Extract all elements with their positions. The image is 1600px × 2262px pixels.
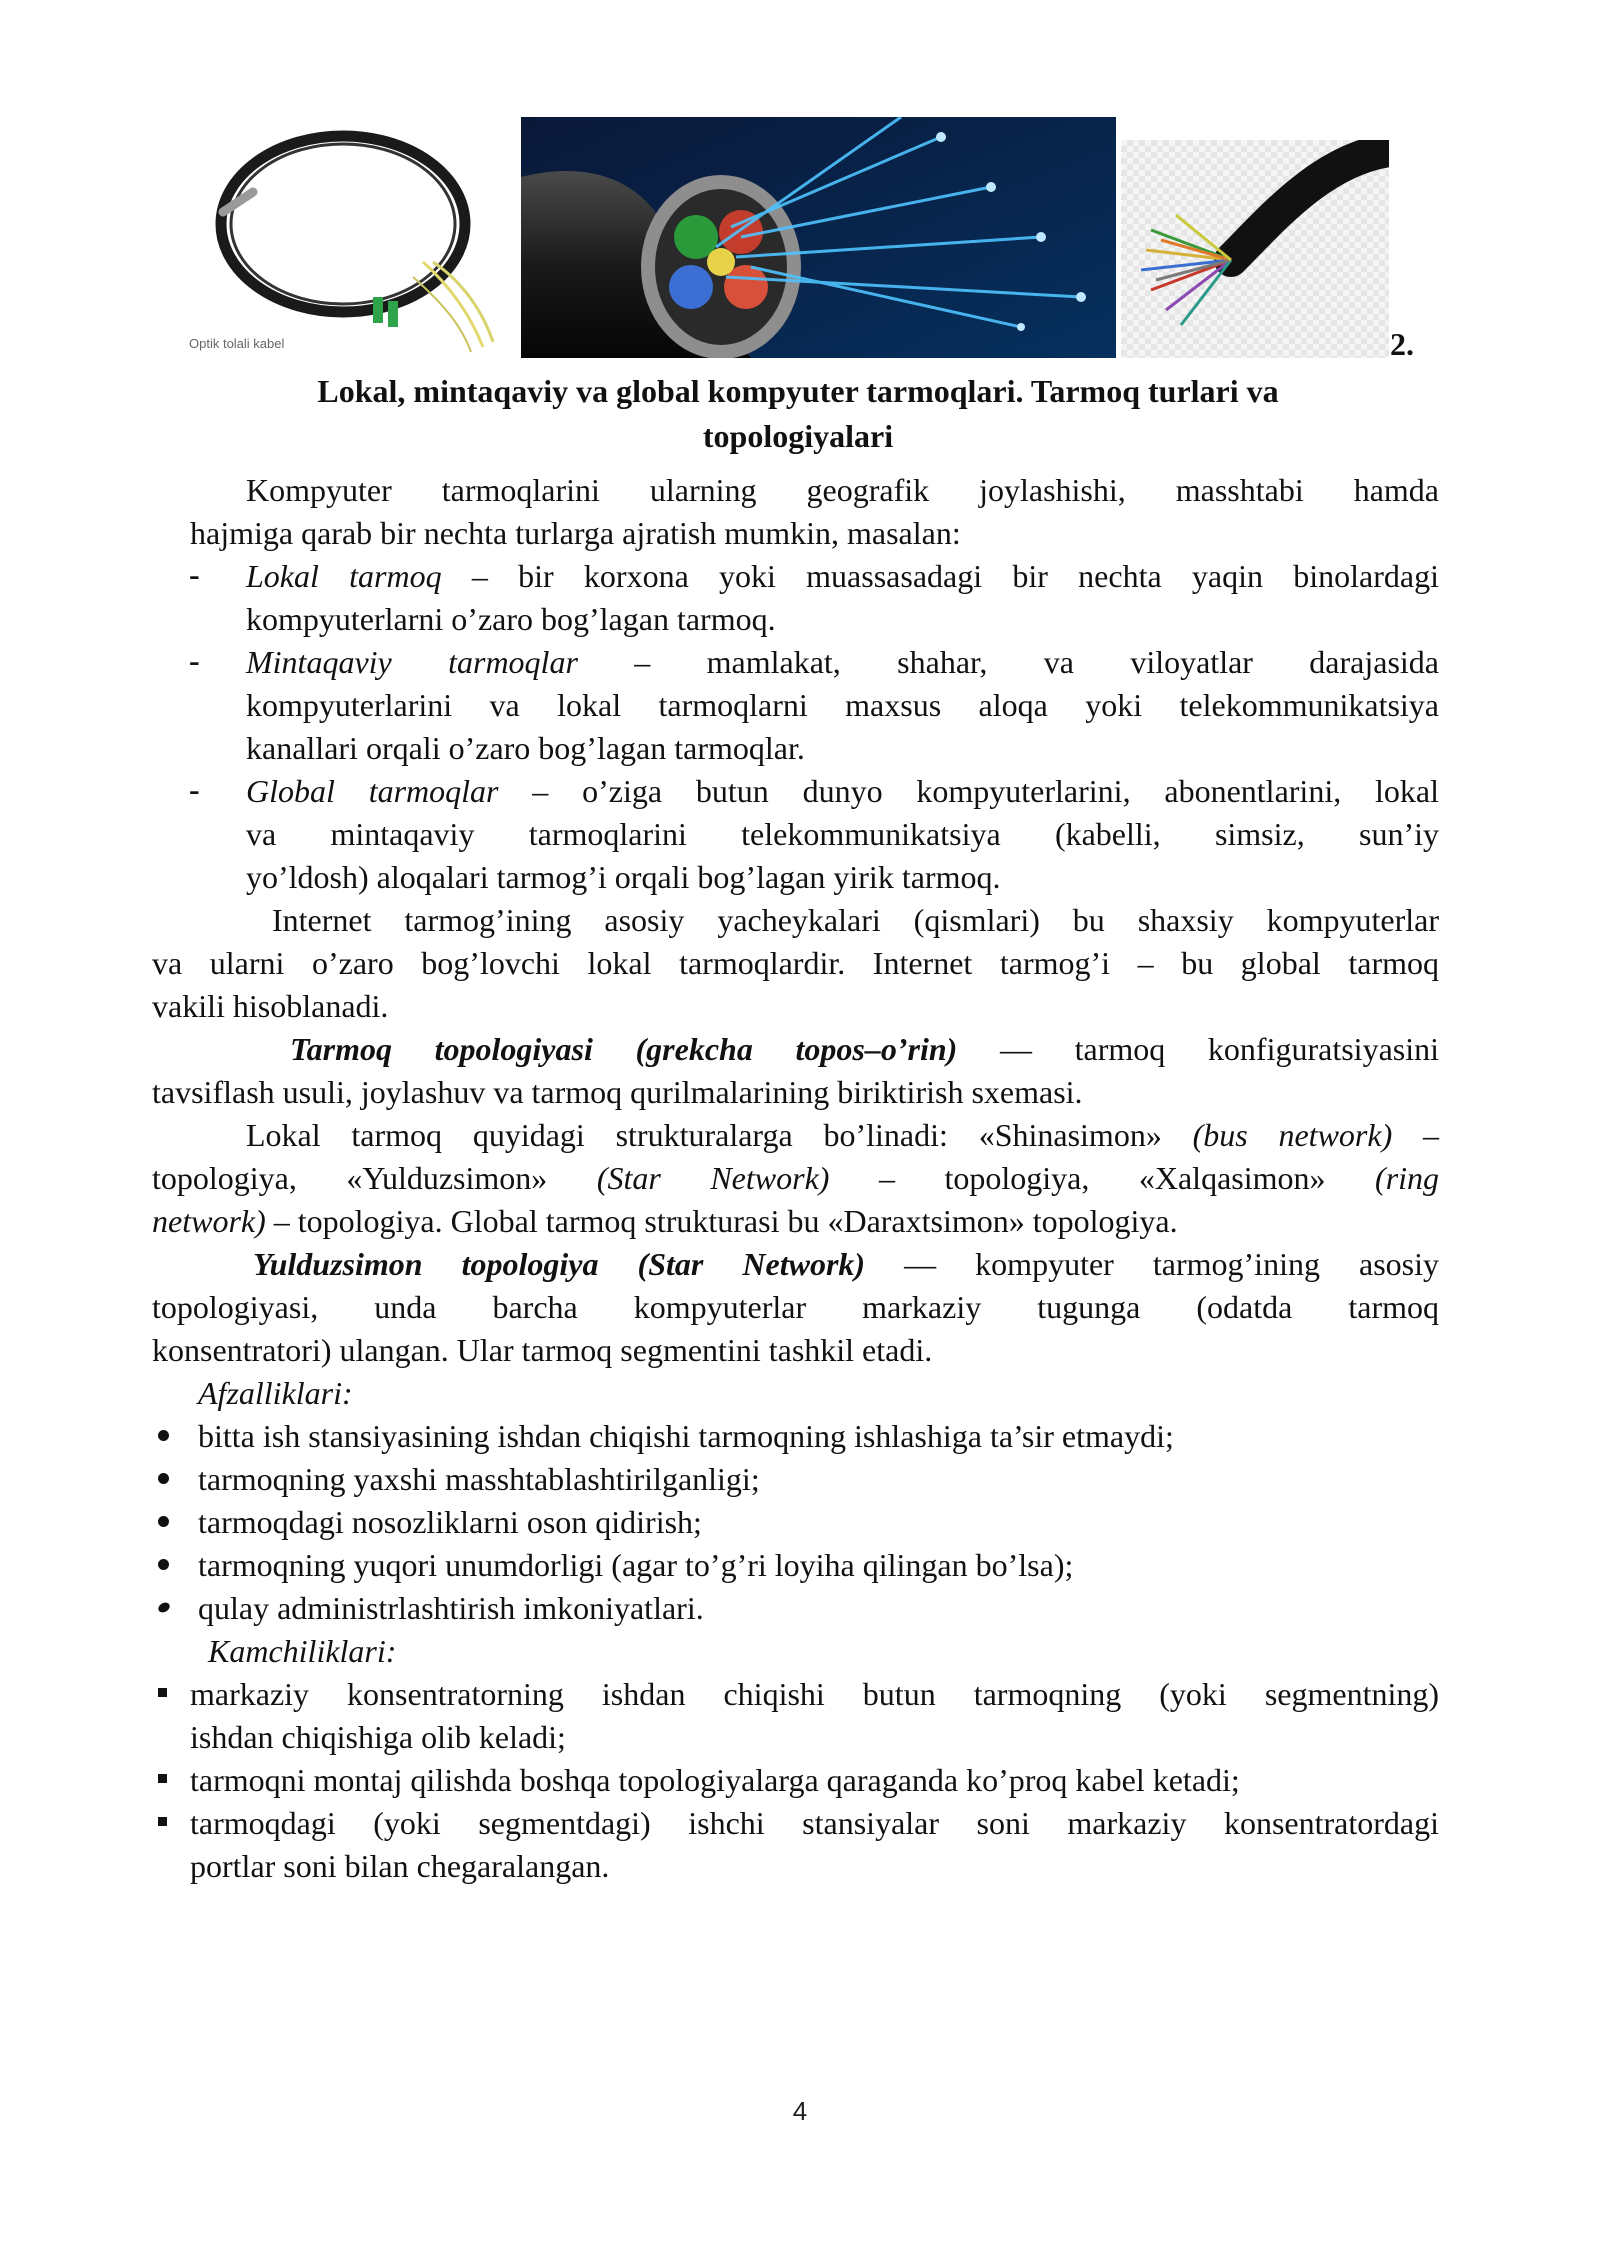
section-heading-line-1: Lokal, mintaqaviy va global kompyuter tarmoqlari. Tarmoq turlari va: [317, 373, 1279, 409]
section-heading-line-2: topologiyalari: [702, 418, 894, 454]
bullet-icon: [157, 1601, 172, 1615]
term-global-networks: Global tarmoqlar: [246, 773, 499, 809]
term-local-definition: – bir korxona yoki muassasadagi bir nechta yaqin binolardagi: [441, 558, 1440, 594]
star-line-1: [253, 1244, 1439, 1284]
list-item-local: [246, 556, 1439, 596]
coiled-optical-cable-image: [183, 112, 513, 357]
term-regional-definition: – mamlakat, shahar, va viloyatlar darajasida: [577, 644, 1440, 680]
structures-text: topologiya, «Yulduzsimon»: [152, 1160, 597, 1196]
disadvantage-item: tarmoqni montaj qilishda boshqa topologiyalarga qaraganda ko’proq kabel ketadi;: [190, 1762, 1240, 1798]
topology-def-line-2: tavsiflash usuli, joylashuv va tarmoq qurilmalarining biriktirish sxemasi.: [152, 1074, 1083, 1110]
fiber-optic-cable-image: [521, 117, 1116, 358]
list-item-regional: [246, 642, 1439, 682]
multicore-cable-image: [1121, 140, 1389, 358]
list-dash: -: [189, 556, 200, 592]
list-item-regional-cont: kanallari orqali o’zaro bog’lagan tarmoqlar.: [246, 730, 805, 766]
term-bus-network: (bus network): [1192, 1117, 1393, 1153]
advantage-item: bitta ish stansiyasining ishdan chiqishi tarmoqning ishlashiga ta’sir etmaydi;: [198, 1418, 1174, 1454]
term-star-topology: Yulduzsimon topologiya (Star Network): [253, 1246, 866, 1282]
advantage-item: tarmoqdagi nosozliklarni oson qidirish;: [198, 1504, 702, 1540]
intro-line-1: Kompyuter tarmoqlarini ularning geografik joylashishi, masshtabi hamda: [246, 472, 1439, 508]
bullet-icon: [158, 1473, 169, 1484]
image-caption: Optik tolali kabel: [189, 336, 285, 351]
square-bullet-icon: [158, 1688, 167, 1697]
term-ring-network: (ring: [1375, 1160, 1440, 1196]
term-star-network: (Star Network): [596, 1160, 830, 1196]
advantages-title: Afzalliklari:: [198, 1375, 353, 1411]
disadvantage-item-cont: ishdan chiqishiga olib keladi;: [190, 1719, 566, 1755]
structures-line-2: [152, 1158, 1439, 1198]
list-dash: -: [189, 642, 200, 678]
list-item-global-cont: va mintaqaviy tarmoqlarini telekommunikatsiya (kabelli, simsiz, sun’iy: [246, 816, 1439, 852]
structures-text: Lokal tarmoq quyidagi strukturalarga bo’linadi: «Shinasimon»: [246, 1117, 1193, 1153]
bullet-icon: [158, 1430, 169, 1441]
term-regional-networks: Mintaqaviy tarmoqlar: [246, 644, 578, 680]
list-item-local-cont: kompyuterlarni o’zaro bog’lagan tarmoq.: [246, 601, 776, 637]
disadvantage-item-cont: portlar soni bilan chegaralangan.: [190, 1848, 610, 1884]
internet-para-line-3: vakili hisoblanadi.: [152, 988, 389, 1024]
structures-text: –: [1392, 1117, 1440, 1153]
section-number: 2.: [1390, 326, 1414, 362]
star-line-3: konsentratori) ulangan. Ular tarmoq segmentini tashkil etadi.: [152, 1332, 933, 1368]
advantage-item: qulay administrlashtirish imkoniyatlari.: [198, 1590, 704, 1626]
term-network-topology: Tarmoq topologiyasi (grekcha topos–o’rin): [290, 1031, 958, 1067]
bullet-icon: [158, 1559, 169, 1570]
topology-def-line-1: [290, 1029, 1439, 1069]
disadvantage-item: markaziy konsentratorning ishdan chiqishi butun tarmoqning (yoki segmentning): [190, 1676, 1439, 1712]
advantage-item: tarmoqning yuqori unumdorligi (agar to’g’ri loyiha qilingan bo’lsa);: [198, 1547, 1074, 1583]
internet-para-line-2: va ularni o’zaro bog’lovchi lokal tarmoqlardir. Internet tarmog’i – bu global tarmoq: [152, 945, 1439, 981]
square-bullet-icon: [158, 1774, 167, 1783]
term-ring-network: network): [152, 1203, 266, 1239]
structures-text: – topologiya. Global tarmoq strukturasi bu «Daraxtsimon» topologiya.: [265, 1203, 1178, 1239]
structures-text: – topologiya, «Xalqasimon»: [829, 1160, 1376, 1196]
list-item-global: [246, 771, 1439, 811]
topology-def-rest: — tarmoq konfiguratsiyasini: [957, 1031, 1440, 1067]
intro-line-2: hajmiga qarab bir nechta turlarga ajratish mumkin, masalan:: [190, 515, 961, 551]
star-line-2: topologiyasi, unda barcha kompyuterlar markaziy tugunga (odatda tarmoq: [152, 1289, 1439, 1325]
star-definition: — kompyuter tarmog’ining asosiy: [865, 1246, 1440, 1282]
structures-line-3: [152, 1201, 1178, 1241]
list-item-global-cont: yo’ldosh) aloqalari tarmog’i orqali bog’lagan yirik tarmoq.: [246, 859, 1001, 895]
advantage-item: tarmoqning yaxshi masshtablashtirilganligi;: [198, 1461, 760, 1497]
internet-para-line-1: Internet tarmog’ining asosiy yacheykalari (qismlari) bu shaxsiy kompyuterlar: [272, 902, 1439, 938]
term-global-definition: – o’ziga butun dunyo kompyuterlarini, abonentlarini, lokal: [498, 773, 1440, 809]
disadvantage-item: tarmoqdagi (yoki segmentdagi) ishchi stansiyalar soni markaziy konsentratordagi: [190, 1805, 1439, 1841]
page-number: 4: [792, 2096, 808, 2126]
square-bullet-icon: [158, 1817, 167, 1826]
structures-line-1: [246, 1115, 1439, 1155]
disadvantages-title: Kamchiliklari:: [208, 1633, 397, 1669]
list-dash: -: [189, 771, 200, 807]
bullet-icon: [158, 1516, 169, 1527]
list-item-regional-cont: kompyuterlarini va lokal tarmoqlarni maxsus aloqa yoki telekommunikatsiya: [246, 687, 1439, 723]
term-local-network: Lokal tarmoq: [246, 558, 442, 594]
